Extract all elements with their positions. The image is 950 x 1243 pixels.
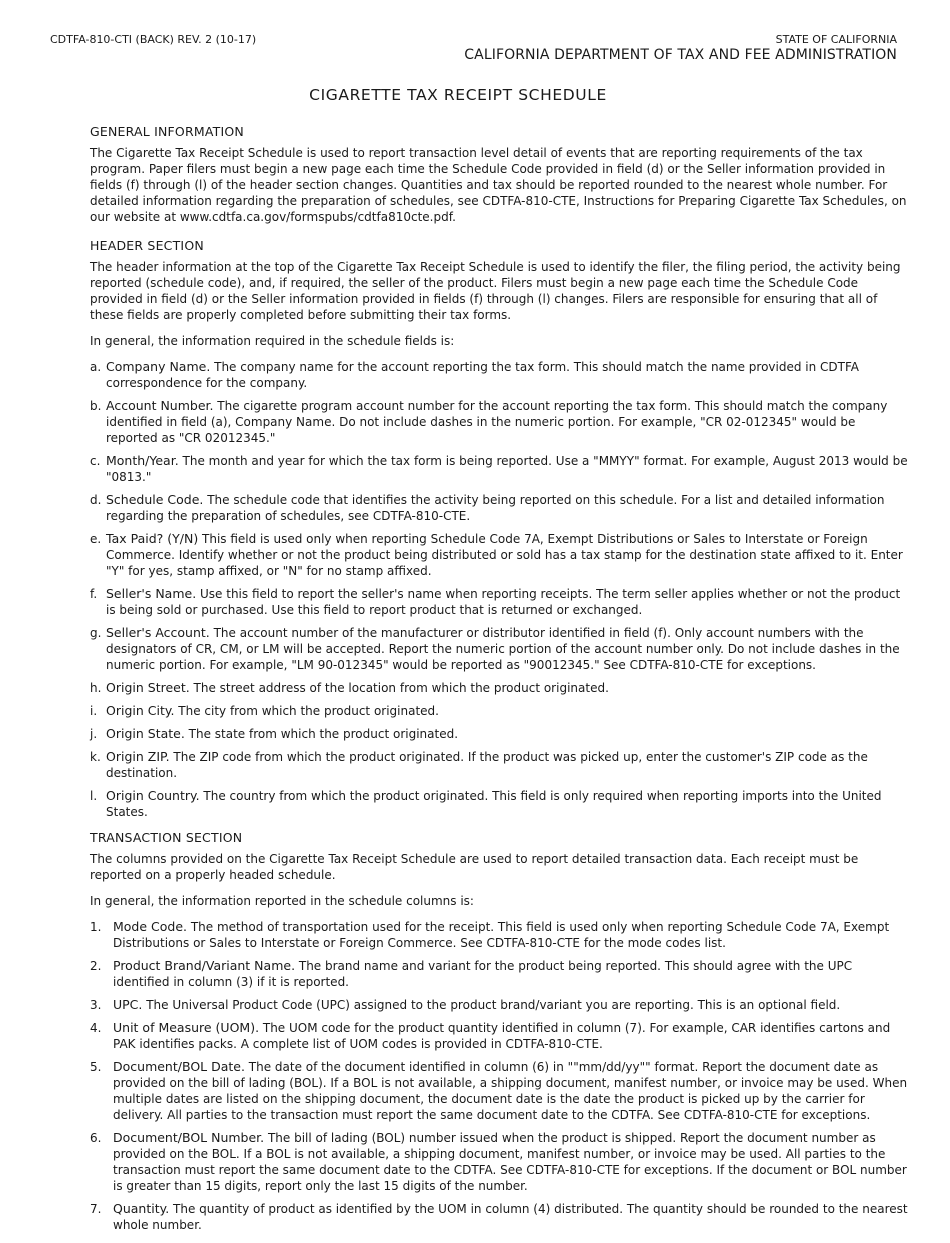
list-item-text: The country from which the product originated. This field is only required when reporting imports into the United States. xyxy=(106,789,882,819)
list-item-text: The street address of the location from which the product originated. xyxy=(189,681,609,695)
list-item-text: The date of the document identified in column (6) in ""mm/dd/yy"" format. Report the document date as provided on the bill of lading (BOL). If a BOL is not available, a shipping document, manifest number, or invoice may be used. When multiple dates are listed on the shipping document, the document date is the date the product is picked up by the carrier for delivery. All parties to the transaction must report the same document date to the CDTFA. See CDTFA-810-CTE for exceptions. xyxy=(113,1060,908,1122)
list-item-marker: 6. xyxy=(90,1131,102,1145)
list-item-term: Origin State. xyxy=(106,726,185,741)
list-item xyxy=(90,680,910,696)
list-item-marker: d. xyxy=(90,493,102,507)
list-item-text: The quantity of product as identified by the UOM in column (4) distributed. The quantity should be rounded to the nearest whole number. xyxy=(113,1202,908,1232)
general-information-text: The Cigarette Tax Receipt Schedule is used to report transaction level detail of events that are reporting requirements of the tax program. Paper filers must begin a new page each time the Schedule Code provided in field (d) or the Seller information provided in fields (f) through (l) of the header section changes. Quantities and tax should be reported rounded to the nearest whole number. For detailed information regarding the preparation of schedules, see CDTFA-810-CTE, Instructions for Preparing Cigarette Tax Schedules, on our website at www.cdtfa.ca.gov/formspubs/cdtfa810cte.pdf. xyxy=(90,146,907,224)
list-item-marker: 4. xyxy=(90,1021,102,1035)
transaction-columns-list xyxy=(90,919,910,1233)
list-item-text: The company name for the account reporting the tax form. This should match the name provided in CDTFA correspondence for the company. xyxy=(106,360,859,390)
list-item-text: The schedule code that identifies the activity being reported on this schedule. For a list and detailed information regarding the preparation of schedules, see CDTFA-810-CTE. xyxy=(106,493,885,523)
list-item-marker: 3. xyxy=(90,998,102,1012)
list-item xyxy=(90,453,910,485)
list-item-term: Quantity. xyxy=(113,1201,170,1216)
list-item-term: Product Brand/Variant Name. xyxy=(113,958,296,973)
general-information-section xyxy=(90,124,910,225)
list-item-marker: g. xyxy=(90,626,102,640)
list-item-text: The ZIP code from which the product originated. If the product was picked up, enter the customer's ZIP code as the destination. xyxy=(106,750,868,780)
list-item-term: Unit of Measure (UOM). xyxy=(113,1020,260,1035)
department-name: CALIFORNIA DEPARTMENT OF TAX AND FEE ADMINISTRATION xyxy=(464,47,897,63)
list-item xyxy=(90,919,910,951)
list-item-text: The brand name and variant for the product being reported. This should agree with the UPC identified in column (3) if it is reported. xyxy=(113,959,853,989)
transaction-section xyxy=(90,830,910,1233)
list-item-term: Tax Paid? (Y/N) xyxy=(106,531,199,546)
header-fields-list xyxy=(90,359,910,820)
page-title: CIGARETTE TAX RECEIPT SCHEDULE xyxy=(309,86,607,104)
list-item-marker: h. xyxy=(90,681,102,695)
state-label: STATE OF CALIFORNIA xyxy=(775,33,897,46)
list-item-term: Origin City. xyxy=(106,703,175,718)
list-item-term: UPC. xyxy=(113,997,143,1012)
list-item-term: Seller's Name. xyxy=(106,586,197,601)
list-item xyxy=(90,531,910,579)
list-item xyxy=(90,492,910,524)
list-item xyxy=(90,749,910,781)
list-item-marker: b. xyxy=(90,399,102,413)
transaction-section-heading: TRANSACTION SECTION xyxy=(90,830,243,845)
list-item-text: The account number of the manufacturer or distributor identified in field (f). Only account numbers with the designators of CR, CM, or LM will be accepted. Report the numeric portion of the account number only. Do not include dashes in the numeric portion. For example, "LM 90-012345" would be reported as "90012345." See CDTFA-810-CTE for exceptions. xyxy=(106,626,900,672)
list-item-marker: l. xyxy=(90,789,98,803)
list-item-marker: 5. xyxy=(90,1060,102,1074)
list-item-term: Mode Code. xyxy=(113,919,188,934)
list-item xyxy=(90,586,910,618)
list-item xyxy=(90,958,910,990)
list-item-term: Seller's Account. xyxy=(106,625,210,640)
document-body xyxy=(90,124,910,1243)
form-id: CDTFA-810-CTI (BACK) REV. 2 (10-17) xyxy=(50,33,257,46)
list-item-text: The month and year for which the tax form is being reported. Use a "MMYY" format. For example, August 2013 would be "0813." xyxy=(106,454,908,484)
list-item-term: Origin ZIP. xyxy=(106,749,170,764)
list-item-term: Schedule Code. xyxy=(106,492,204,507)
list-item xyxy=(90,398,910,446)
list-item-term: Month/Year. xyxy=(106,453,179,468)
list-item-marker: a. xyxy=(90,360,102,374)
list-item xyxy=(90,1020,910,1052)
list-item-text: The city from which the product originated. xyxy=(174,704,439,718)
list-item-marker: c. xyxy=(90,454,101,468)
list-item-term: Account Number. xyxy=(106,398,214,413)
list-item-text: The cigarette program account number for the account reporting the tax form. This should match the company identified in field (a), Company Name. Do not include dashes in the numeric portion. For example, "CR 02-012345" would be reported as "CR 02012345." xyxy=(106,399,888,445)
list-item-term: Document/BOL Number. xyxy=(113,1130,265,1145)
list-item-text: The UOM code for the product quantity identified in column (7). For example, CAR identifies cartons and PAK identifies packs. A complete list of UOM codes is provided in CDTFA-810-CTE. xyxy=(113,1021,891,1051)
list-item xyxy=(90,788,910,820)
list-item-term: Company Name. xyxy=(106,359,211,374)
list-item-marker: j. xyxy=(90,727,98,741)
list-item-text: The method of transportation used for the receipt. This field is used only when reporting Schedule Code 7A, Exempt Distributions or Sales to Interstate or Foreign Commerce. See CDTFA-810-CTE for the mode codes list. xyxy=(113,920,890,950)
list-item-marker: 7. xyxy=(90,1202,102,1216)
list-item-marker: f. xyxy=(90,587,98,601)
list-item xyxy=(90,625,910,673)
general-information-heading: GENERAL INFORMATION xyxy=(90,124,244,139)
list-item-text: This field is used only when reporting Schedule Code 7A, Exempt Distributions or Sales to Interstate or Foreign Commerce. Identify whether or not the product being distributed or sold has a tax stamp for the destination state affixed to it. Enter "Y" for yes, stamp affixed, or "N" for no stamp affixed. xyxy=(106,532,903,578)
header-section-intro: In general, the information required in the schedule fields is: xyxy=(90,334,455,348)
list-item-marker: k. xyxy=(90,750,101,764)
list-item-term: Origin Country. xyxy=(106,788,200,803)
list-item-text: Use this field to report the seller's name when reporting receipts. The term seller applies whether or not the product is being sold or purchased. Use this field to report product that is returned or exchanged. xyxy=(106,587,901,617)
list-item xyxy=(90,1059,910,1123)
list-item xyxy=(90,703,910,719)
list-item-term: Document/BOL Date. xyxy=(113,1059,245,1074)
list-item xyxy=(90,1130,910,1194)
list-item-text: The bill of lading (BOL) number issued when the product is shipped. Report the document number as provided on the BOL. If a BOL is not available, a shipping document, manifest number, or invoice may be used. All parties to the transaction must report the same document date to the CDTFA. See CDTFA-810-CTE for exceptions. If the document or BOL number is greater than 15 digits, report only the last 15 digits of the number. xyxy=(113,1131,907,1193)
list-item-marker: 2. xyxy=(90,959,102,973)
header-section-heading: HEADER SECTION xyxy=(90,238,204,253)
list-item xyxy=(90,997,910,1013)
list-item-text: The state from which the product originated. xyxy=(184,727,459,741)
list-item xyxy=(90,359,910,391)
transaction-section-intro: In general, the information reported in the schedule columns is: xyxy=(90,894,474,908)
list-item-marker: e. xyxy=(90,532,102,546)
header-section xyxy=(90,238,910,820)
list-item-marker: i. xyxy=(90,704,98,718)
list-item-marker: 1. xyxy=(90,920,102,934)
list-item-term: Origin Street. xyxy=(106,680,190,695)
transaction-section-text: The columns provided on the Cigarette Tax Receipt Schedule are used to report detailed transaction data. Each receipt must be reported on a properly headed schedule. xyxy=(90,852,859,882)
list-item-text: The Universal Product Code (UPC) assigned to the product brand/variant you are reporting. This is an optional field. xyxy=(142,998,841,1012)
header-section-text: The header information at the top of the Cigarette Tax Receipt Schedule is used to identify the filer, the filing period, the activity being reported (schedule code), and, if required, the seller of the product. Filers must begin a new page each time the Schedule Code provided in field (d) or the Seller information provided in fields (f) through (l) changes. Filers are responsible for ensuring that all of these fields are properly completed before submitting their tax forms. xyxy=(90,260,901,322)
list-item xyxy=(90,1201,910,1233)
list-item xyxy=(90,726,910,742)
